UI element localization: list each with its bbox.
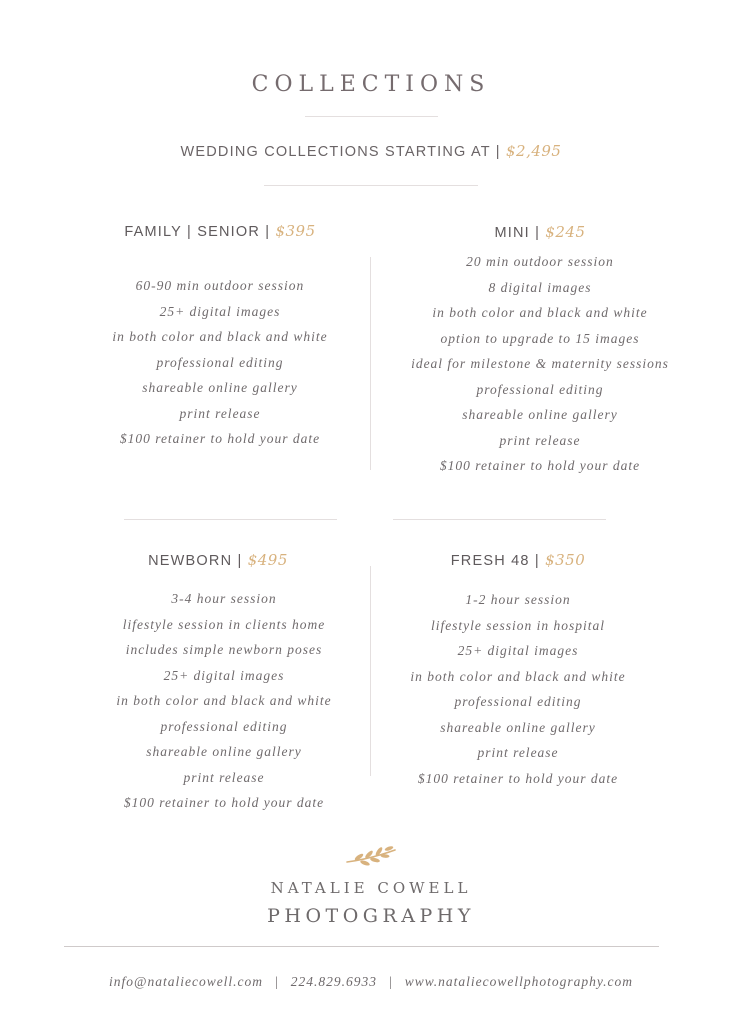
list-item: shareable online gallery <box>440 719 596 735</box>
website-link[interactable]: www.nataliecowellphotography.com <box>404 974 633 989</box>
list-item: in both color and black and white <box>116 693 332 708</box>
brand-name: NATALIE COWELL <box>270 879 472 897</box>
footer-separator: | <box>389 974 393 989</box>
section-divider-right <box>393 519 606 520</box>
list-item: print release <box>499 432 581 448</box>
list-item: 8 digital images <box>488 279 592 295</box>
package-price: $395 <box>275 222 316 240</box>
list-item: $100 retainer to hold your date <box>439 458 641 473</box>
email-link[interactable]: info@nataliecowell.com <box>109 974 264 989</box>
package-price: $245 <box>545 223 586 241</box>
list-item: professional editing <box>156 354 284 370</box>
list-item: professional editing <box>476 381 604 397</box>
package-price: $350 <box>545 551 586 569</box>
package-features-mini <box>390 249 690 479</box>
list-item: lifestyle session in hospital <box>430 617 606 633</box>
list-item: 3-4 hour session <box>171 591 277 606</box>
list-item: professional editing <box>160 718 288 734</box>
list-item: option to upgrade to 15 images <box>440 330 640 346</box>
phone-link[interactable]: 224.829.6933 <box>290 974 378 989</box>
package-heading-fresh-48 <box>368 551 668 569</box>
package-price: $495 <box>247 551 288 569</box>
list-item: 60-90 min outdoor session <box>135 278 305 293</box>
package-features-family-senior <box>70 273 370 452</box>
title-divider <box>305 116 438 117</box>
list-item: in both color and black and white <box>112 329 328 344</box>
package-name: MINI | <box>494 225 541 241</box>
list-item: in both color and black and white <box>410 668 626 684</box>
list-item: print release <box>477 745 559 760</box>
list-item: 25+ digital images <box>159 303 281 319</box>
list-item: print release <box>183 769 265 785</box>
section-divider-left <box>124 519 337 520</box>
list-item: in both color and black and white <box>432 305 648 320</box>
package-heading-newborn <box>68 551 368 569</box>
list-item: lifestyle session in clients home <box>122 616 326 632</box>
list-item: includes simple newborn poses <box>125 642 323 657</box>
list-item: professional editing <box>454 694 582 709</box>
wedding-collections-line <box>0 142 742 160</box>
list-item: 20 min outdoor session <box>466 254 614 269</box>
package-heading-mini <box>390 223 690 241</box>
list-item: shareable online gallery <box>462 407 618 422</box>
package-features-fresh-48 <box>368 587 668 791</box>
package-name: FRESH 48 | <box>450 553 540 569</box>
package-name: FAMILY | SENIOR | <box>124 224 271 240</box>
footer-separator: | <box>275 974 279 989</box>
column-divider-top <box>370 257 371 470</box>
list-item: print release <box>179 405 261 421</box>
wedding-divider <box>264 185 478 186</box>
contact-footer <box>0 974 742 990</box>
list-item: 25+ digital images <box>457 643 579 658</box>
package-features-newborn <box>74 586 374 816</box>
package-name: NEWBORN | <box>148 553 243 569</box>
list-item: $100 retainer to hold your date <box>417 770 619 786</box>
list-item: 1-2 hour session <box>465 592 571 607</box>
list-item: 25+ digital images <box>163 667 285 683</box>
wedding-price: $2,495 <box>505 142 562 160</box>
wedding-label: WEDDING COLLECTIONS STARTING AT | <box>180 144 501 160</box>
list-item: ideal for milestone & maternity sessions <box>411 356 669 371</box>
list-item: $100 retainer to hold your date <box>123 795 325 810</box>
laurel-sprig-icon <box>345 845 399 867</box>
brand-subtitle: PHOTOGRAPHY <box>267 905 475 927</box>
list-item: shareable online gallery <box>142 380 298 395</box>
footer-divider <box>64 946 659 947</box>
list-item: shareable online gallery <box>146 744 302 759</box>
list-item: $100 retainer to hold your date <box>119 431 321 446</box>
page-title: COLLECTIONS <box>251 72 491 97</box>
package-heading-family-senior <box>70 222 370 240</box>
